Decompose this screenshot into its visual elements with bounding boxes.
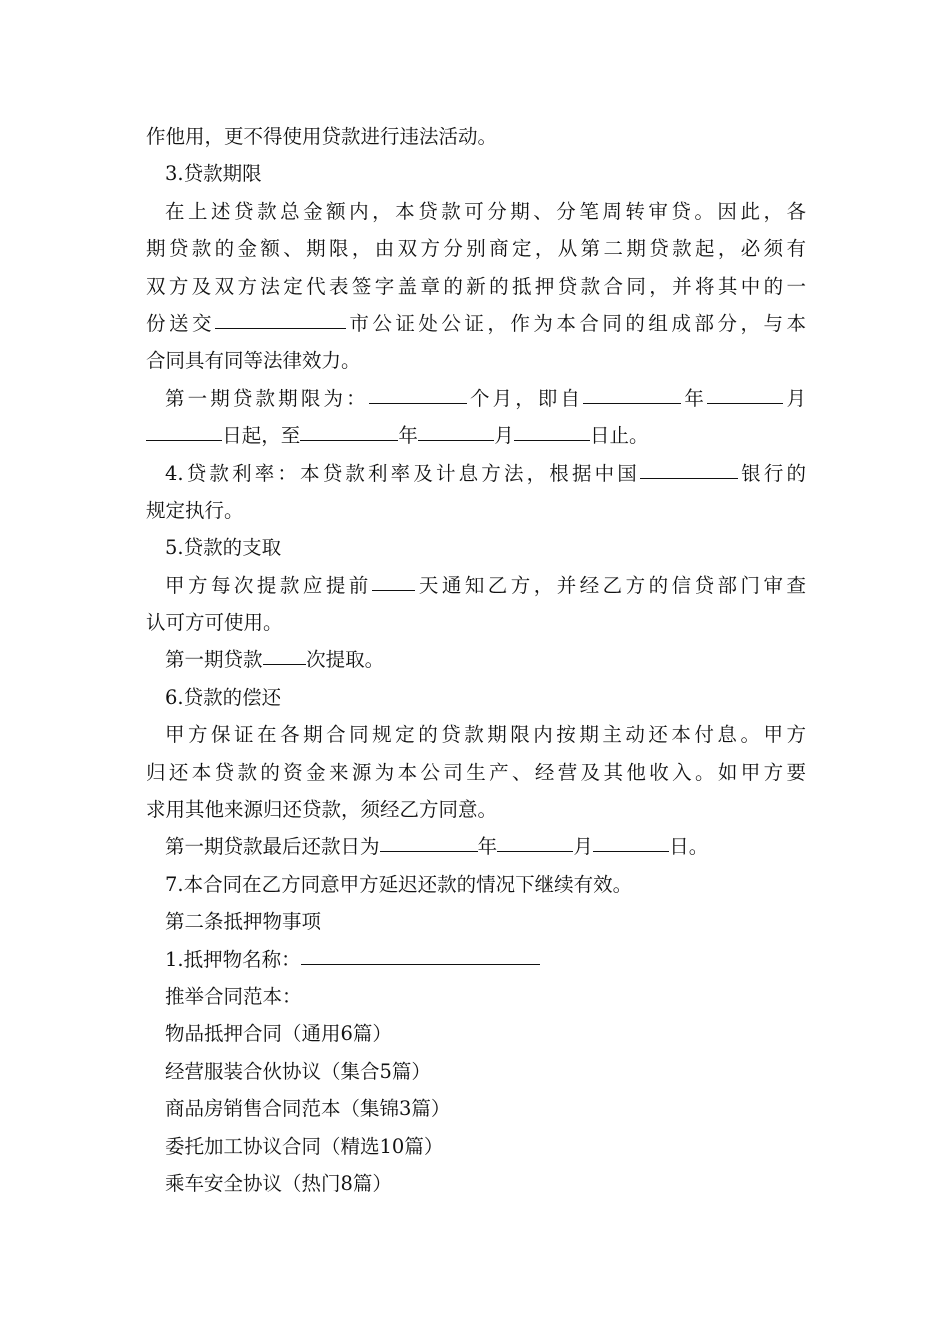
text-line: 第二条抵押物事项 bbox=[165, 910, 322, 934]
text-line[interactable]: 物品抵押合同（通用6篇） bbox=[165, 1022, 392, 1046]
text-line: 作他用，更不得使用贷款进行违法活动。 bbox=[146, 125, 498, 148]
blank-field bbox=[583, 383, 681, 404]
blank-field bbox=[640, 458, 738, 479]
text-line: 归还本贷款的资金来源为本公司生产、经营及其他收入。如甲方要 bbox=[146, 760, 806, 784]
text-line[interactable]: 委托加工协议合同（精选10篇） bbox=[165, 1134, 444, 1158]
text-line[interactable]: 乘车安全协议（热门8篇） bbox=[165, 1171, 392, 1195]
text-line[interactable]: 经营服装合伙协议（集合5篇） bbox=[165, 1059, 431, 1083]
blank-field bbox=[301, 944, 541, 965]
blank-field bbox=[369, 383, 467, 404]
text-line: 双方及双方法定代表签字盖章的新的抵押贷款合同，并将其中的一 bbox=[146, 274, 806, 298]
text-line: 在上述贷款总金额内，本贷款可分期、分笔周转审贷。因此，各 bbox=[165, 199, 806, 223]
text-line: 5.贷款的支取 bbox=[165, 536, 282, 560]
text-line: 推举合同范本： bbox=[165, 984, 302, 1008]
text-line: 份送交 市公证处公证，作为本合同的组成部分，与本 bbox=[146, 305, 806, 342]
blank-field bbox=[514, 420, 590, 441]
blank-field bbox=[418, 420, 494, 441]
blank-field bbox=[707, 383, 783, 404]
text-line: 1.抵押物名称： bbox=[146, 941, 806, 978]
blank-field bbox=[380, 831, 478, 852]
text-line: 第一期贷款 次提取。 bbox=[146, 641, 806, 678]
blank-field bbox=[300, 420, 398, 441]
document-page bbox=[146, 118, 806, 1202]
text-line: 7.本合同在乙方同意甲方延迟还款的情况下继续有效。 bbox=[165, 872, 633, 896]
blank-field bbox=[215, 308, 346, 329]
text-line: 日起，至 年 月 日止。 bbox=[146, 417, 806, 454]
text-line: 合同具有同等法律效力。 bbox=[146, 349, 361, 373]
text-line: 第一期贷款最后还款日为 年 月 日。 bbox=[146, 828, 806, 865]
text-line: 6.贷款的偿还 bbox=[165, 685, 282, 709]
text-line: 认可方可使用。 bbox=[146, 611, 283, 635]
text-line: 期贷款的金额、期限，由双方分别商定，从第二期贷款起，必须有 bbox=[146, 237, 806, 261]
text-line: 甲方保证在各期合同规定的贷款期限内按期主动还本付息。甲方 bbox=[165, 723, 806, 747]
text-line[interactable]: 商品房销售合同范本（集锦3篇） bbox=[165, 1097, 451, 1121]
blank-field bbox=[593, 831, 669, 852]
text-line: 求用其他来源归还贷款，须经乙方同意。 bbox=[146, 798, 498, 822]
blank-field bbox=[263, 644, 307, 665]
text-line: 第一期贷款期限为： 个月，即自 年 月 bbox=[146, 380, 806, 417]
blank-field bbox=[372, 570, 416, 591]
blank-field bbox=[497, 831, 573, 852]
text-line: 规定执行。 bbox=[146, 498, 244, 522]
blank-field bbox=[146, 420, 222, 441]
text-line: 甲方每次提款应提前 天通知乙方，并经乙方的信贷部门审查 bbox=[146, 567, 806, 604]
text-line: 4.贷款利率：本贷款利率及计息方法，根据中国 银行的 bbox=[146, 455, 806, 492]
text-line: 3.贷款期限 bbox=[165, 162, 262, 186]
